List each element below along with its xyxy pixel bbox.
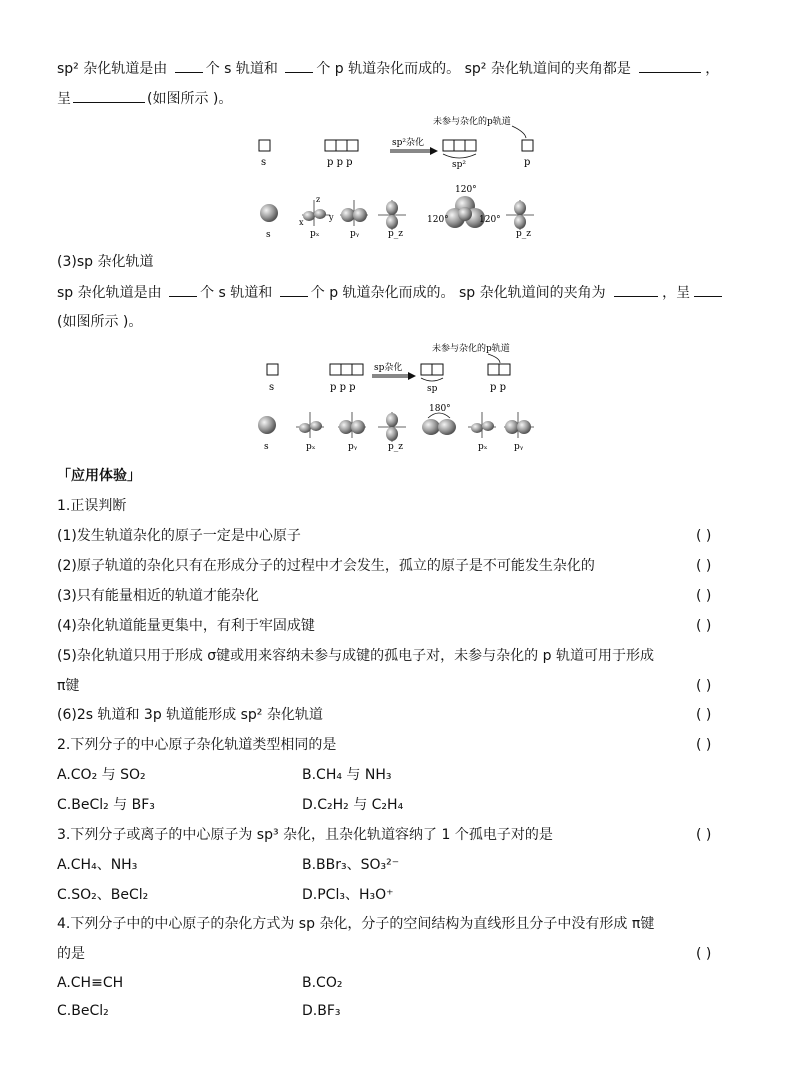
s-label: s [269,382,275,393]
sp-hybridization-figure [250,336,550,456]
q4-option-a[interactable]: A.CH≡CH [57,975,124,991]
px-orbital [296,412,324,438]
question-2: 2.下列分子的中心原子杂化轨道类型相同的是 [57,737,337,753]
s-box [267,364,278,375]
pz-label: p_z [388,229,404,239]
q3-option-a[interactable]: A.CH₄、NH₃ [57,857,138,873]
py-label: pᵧ [348,442,358,452]
p-unhybridized-orbital [506,200,534,230]
sp-boxes [421,364,443,381]
q2-option-c[interactable]: C.BeCl₂ 与 BF₃ [57,797,155,813]
axis-y-label: y [329,213,334,222]
sp-linear-orbitals [422,413,456,435]
judge-item-4: (4)杂化轨道能量更集中，有利于牢固成键 [57,618,315,634]
py-orbital [338,412,366,438]
angle-label-top: 120° [455,185,477,195]
judge-item-3: (3)只有能量相近的轨道才能杂化 [57,588,259,604]
blank-sp-shape[interactable] [694,282,722,297]
sp2-boxes [443,140,476,158]
sp2-arrow-label: sp²杂化 [392,138,424,148]
answer-paren-q3[interactable]: ( ) [696,827,712,843]
sp-heading: (3)sp 杂化轨道 [57,254,154,270]
q2-option-b[interactable]: B.CH₄ 与 NH₃ [302,767,392,783]
px-label: pₓ [310,229,320,239]
sp2-text-b: 个 s 轨道和 [205,61,278,77]
angle-label-left: 120° [427,215,449,225]
angle-label: 180° [429,404,451,414]
s-label: s [261,157,267,168]
judge-item-6: (6)2s 轨道和 3p 轨道能形成 sp² 杂化轨道 [57,707,323,723]
s-orbital-label: s [264,442,269,452]
sp-text-b: 个 s 轨道和 [200,285,273,301]
sp2-text-d: ， [705,61,720,77]
s-orbital-label: s [266,230,271,240]
p-pair-boxes [488,364,510,375]
answer-paren-2[interactable]: ( ) [696,558,712,574]
unhybridized-note: 未参与杂化的p轨道 [433,117,511,127]
p-single-box [522,140,533,151]
sp-line-1 [57,282,722,303]
axis-z-label: z [316,195,321,204]
s-orbital [258,416,276,434]
answer-paren-1[interactable]: ( ) [696,528,712,544]
px-label: pₓ [306,442,316,452]
note-pointer [512,126,526,138]
sp-line-2: (如图所示 )。 [57,314,143,330]
judge-item-1: (1)发生轨道杂化的原子一定是中心原子 [57,528,301,544]
unhybridized-note: 未参与杂化的p轨道 [432,344,510,354]
p-label: p p p [327,157,353,168]
p-label: p p p [330,382,356,393]
sp2-text-e: 呈 [57,91,71,107]
sp2-label: sp² [452,160,466,170]
q2-option-a[interactable]: A.CO₂ 与 SO₂ [57,767,146,783]
judge-item-2: (2)原子轨道的杂化只有在形成分子的过程中才会发生，孤立的原子是不可能发生杂化的 [57,558,595,574]
sp2-text-f: (如图所示 )。 [147,91,233,107]
answer-paren-6[interactable]: ( ) [696,707,712,723]
sp-text-d: ，呈 [662,285,691,301]
blank-sp-angle[interactable] [614,282,658,297]
sp2-text-c: 个 p 轨道杂化而成的。 sp² 杂化轨道间的夹角都是 [316,61,631,77]
pz-label: p_z [388,442,404,452]
q3-option-c[interactable]: C.SO₂、BeCl₂ [57,887,149,903]
q3-option-d[interactable]: D.PCl₃、H₃O⁺ [302,887,394,903]
answer-paren-q2[interactable]: ( ) [696,737,712,753]
sp2-line-1 [57,58,719,79]
judge-item-5-cont: π键 [57,678,80,694]
axis-x-label: x [299,218,304,227]
s-orbital [260,204,278,222]
sp-label: sp [427,384,438,394]
answer-paren-5[interactable]: ( ) [696,678,712,694]
py-label-2: pᵧ [514,442,524,452]
sp2-hybridization-figure [250,112,550,242]
blank-p-count[interactable] [285,58,313,73]
p-pair-label: p p [490,382,506,393]
sp-arrow-label: sp杂化 [374,363,403,373]
p-boxes [330,364,363,375]
px-label-2: pₓ [478,442,488,452]
py-orbital [340,200,368,226]
p-unhybridized-orbital-2 [504,412,534,438]
question-4: 4.下列分子中的中心原子的杂化方式为 sp 杂化，分子的空间结构为直线形且分子中没有形成 π键 [57,916,655,932]
blank-sp-s-count[interactable] [169,282,197,297]
answer-paren-4[interactable]: ( ) [696,618,712,634]
question-1-title: 1.正误判断 [57,498,127,514]
pz-label-2: p_z [516,229,532,239]
q4-option-c[interactable]: C.BeCl₂ [57,1003,109,1019]
pz-orbital [378,412,406,442]
py-label: pᵧ [350,229,360,239]
q4-option-b[interactable]: B.CO₂ [302,975,343,991]
sp-text-c: 个 p 轨道杂化而成的。 sp 杂化轨道间的夹角为 [310,285,606,301]
blank-shape[interactable] [73,88,145,103]
right-arrow-icon [390,147,438,155]
pz-orbital [378,200,406,230]
q4-option-d[interactable]: D.BF₃ [302,1003,341,1019]
blank-s-count[interactable] [175,58,203,73]
answer-paren-q4[interactable]: ( ) [696,946,712,962]
q3-option-b[interactable]: B.BBr₃、SO₃²⁻ [302,857,400,873]
question-4-cont: 的是 [57,946,85,962]
p-single-label: p [524,157,531,168]
p-boxes [325,140,358,151]
s-box [259,140,270,151]
sp-text-a: sp 杂化轨道是由 [57,285,162,301]
answer-paren-3[interactable]: ( ) [696,588,712,604]
question-3: 3.下列分子或离子的中心原子为 sp³ 杂化，且杂化轨道容纳了 1 个孤电子对的是 [57,827,553,843]
sp2-text-a: sp² 杂化轨道是由 [57,61,168,77]
blank-angle[interactable] [639,58,701,73]
practice-title: 「应用体验」 [57,468,141,484]
angle-label-right: 120° [479,215,501,225]
blank-sp-p-count[interactable] [280,282,308,297]
right-arrow-icon [372,372,416,380]
p-unhybridized-orbital-1 [468,412,496,438]
q2-option-d[interactable]: D.C₂H₂ 与 C₂H₄ [302,797,404,813]
judge-item-5: (5)杂化轨道只用于形成 σ键或用来容纳未参与成键的孤电子对，未参与杂化的 p 轨道可用于形成 [57,648,654,664]
note-pointer [488,354,500,363]
sp2-line-2 [57,88,232,109]
